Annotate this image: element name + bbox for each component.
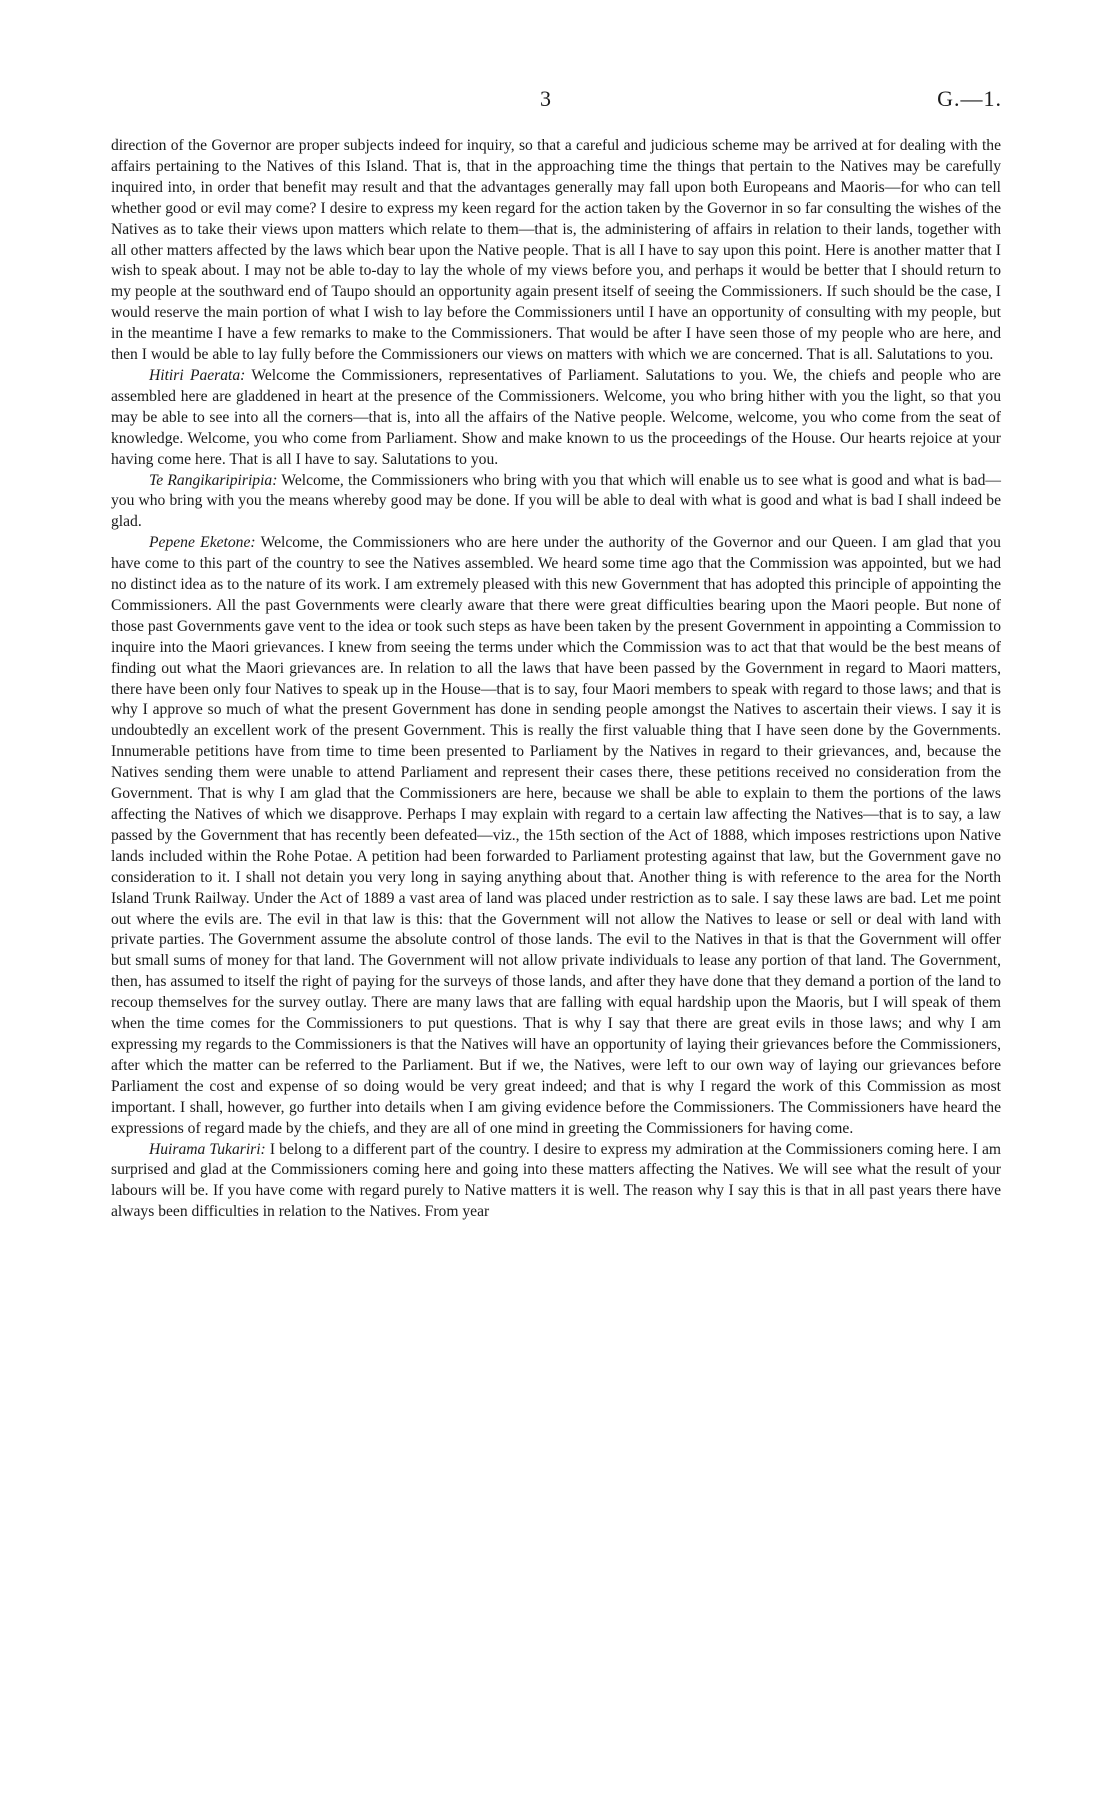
paragraph-hitiri-paerata: [111, 366, 1001, 471]
speaker-name: Pepene Eketone:: [149, 534, 256, 552]
paragraph-text: Welcome, the Commissioners who are here under the authority of the Governor and our Queen. I am glad that you have come to this part of the country to see the Natives assembled. We heard some time ago that the Commission was appointed, but we had no distinct idea as to the nature of its work. I am extremely pleased with this new Government that has adopted this principle of appointing the Commissioners. All the past Governments were clearly aware that there were great difficulties bearing upon the Maori people. But none of those past Governments gave vent to the idea or took such steps as have been taken by the present Government in appointing a Commission to inquire into the Maori grievances. I knew from seeing the terms under which the Commission was to act that that would be the best means of finding out what the Maori grievances are. In relation to all the laws that have been passed by the Government in regard to Maori matters, there have been only four Natives to speak up in the House—that is to say, four Maori members to speak with regard to those laws; and that is why I approve so much of what the present Government has done in sending people amongst the Natives to ascertain their views. I say it is undoubtedly an excellent work of the present Government. This is really the first valuable thing that I have seen done by the Governments. Innumerable petitions have from time to time been presented to Parliament by the Natives in regard to their grievances, and, because the Natives sending them were unable to attend Parliament and represent their cases there, these petitions received no consideration from the Government. That is why I am glad that the Commissioners are here, because we shall be able to explain to them the portions of the laws affecting the Natives of which we disapprove. Perhaps I may explain with regard to a certain law affecting the Natives—that is to say, a law passed by the Government that has recently been defeated—viz., the 15th section of the Act of 1888, which imposes restrictions upon Native lands included within the Rohe Potae. A petition had been forwarded to Parliament protesting against that law, but the Government gave no consideration to it. I shall not detain you very long in saying anything about that. Another thing is with reference to the area for the North Island Trunk Railway. Under the Act of 1889 a vast area of land was placed under restriction as to sale. I say these laws are bad. Let me point out where the evils are. The evil in that law is this: that the Government will not allow the Natives to lease or sell or deal with land with private parties. The Government assume the absolute control of those lands. The evil to the Natives in that is that the Government will offer but small sums of money for that land. The Government will not allow private individuals to lease any portion of that land. The Government, then, has assumed to itself the right of paying for the surveys of those lands, and after they have done that they demand a portion of the land to recoup themselves for the survey outlay. There are many laws that are falling with equal hardship upon the Maoris, but I will speak of them when the time comes for the Commissioners to put questions. That is why I say that there are great evils in those laws; and why I am expressing my regards to the Commissioners is that the Natives will have an opportunity of laying their grievances before the Commissioners, after which the matter can be referred to the Parliament. But if we, the Natives, were left to our own way of laying our grievances before Parliament the cost and expense of so doing would be very great indeed; and that is why I regard the work of this Commission as most important. I shall, however, go further into details when I am giving evidence before the Commissioners. The Commissioners have heard the expressions of regard made by the chiefs, and they are all of one mind in greeting the Commissioners for having come.: [111, 534, 1001, 1137]
paragraph-huirama-tukariri: [111, 1140, 1001, 1224]
paragraph-text: Welcome the Commissioners, representatives of Parliament. Salutations to you. We, the chiefs and people who are assembled here are gladdened in heart at the presence of the Commissioners. Welcome, you who bring hither with you the light, so that you may be able to see into all the corners—that is, into all the affairs of the Native people. Welcome, welcome, you who come from the seat of knowledge. Welcome, you who come from Parliament. Show and make known to us the proceedings of the House. Our hearts rejoice at your having come here. That is all I have to say. Salutations to you.: [111, 366, 1001, 468]
paragraph-text: Welcome, the Commissioners who bring with you that which will enable us to see what is good and what is bad—you who bring with you the means whereby good may be done. If you will be able to deal with what is good and what is bad I shall indeed be glad.: [111, 471, 1001, 531]
paragraph-te-rangikaripiripia: [111, 471, 1001, 534]
document-code: G.—1.: [937, 86, 1002, 111]
paragraph-continuation: [111, 136, 1001, 366]
body-text: [111, 136, 1001, 1223]
paragraph-text: I belong to a different part of the country. I desire to express my admiration at the Commissioners coming here. I am surprised and glad at the Commissioners coming here and going into these matters affecting the Natives. We will see what the result of your labours will be. If you have come with regard purely to Native matters it is well. The reason why I say this is that in all past years there have always been difficulties in relation to the Natives. From year: [111, 1140, 1001, 1221]
paragraph-text: direction of the Governor are proper subjects indeed for inquiry, so that a careful and judicious scheme may be arrived at for dealing with the affairs pertaining to the Natives of this Island. That is, that in the approaching time the things that pertain to the Natives may be carefully inquired into, in order that benefit may result and that the advantages generally may fall upon both Europeans and Maoris—for who can tell whether good or evil may come? I desire to express my keen regard for the action taken by the Governor in so far consulting the wishes of the Natives as to take their views upon matters which relate to them—that is, the administering of affairs in relation to their lands, together with all other matters affected by the laws which bear upon the Native people. That is all I have to say upon this point. Here is another matter that I wish to speak about. I may not be able to-day to lay the whole of my views before you, and perhaps it would be better that I should return to my people at the southward end of Taupo should an opportunity again present itself of seeing the Commissioners. If such should be the case, I would reserve the main portion of what I wish to lay before the Commissioners until I have an opportunity of consulting with my people, but in the meantime I have a few remarks to make to the Commissioners. That would be after I have seen those of my people who are here, and then I would be able to lay fully before the Commissioners our views on matters with which we are concerned. That is all. Salutations to you.: [111, 137, 1001, 364]
speaker-name: Hitiri Paerata:: [149, 366, 246, 384]
paragraph-pepene-eketone: [111, 533, 1001, 1139]
speaker-name: Huirama Tukariri:: [149, 1140, 266, 1158]
page-number: 3: [540, 86, 552, 111]
speaker-name: Te Rangikaripiripia:: [149, 471, 278, 489]
